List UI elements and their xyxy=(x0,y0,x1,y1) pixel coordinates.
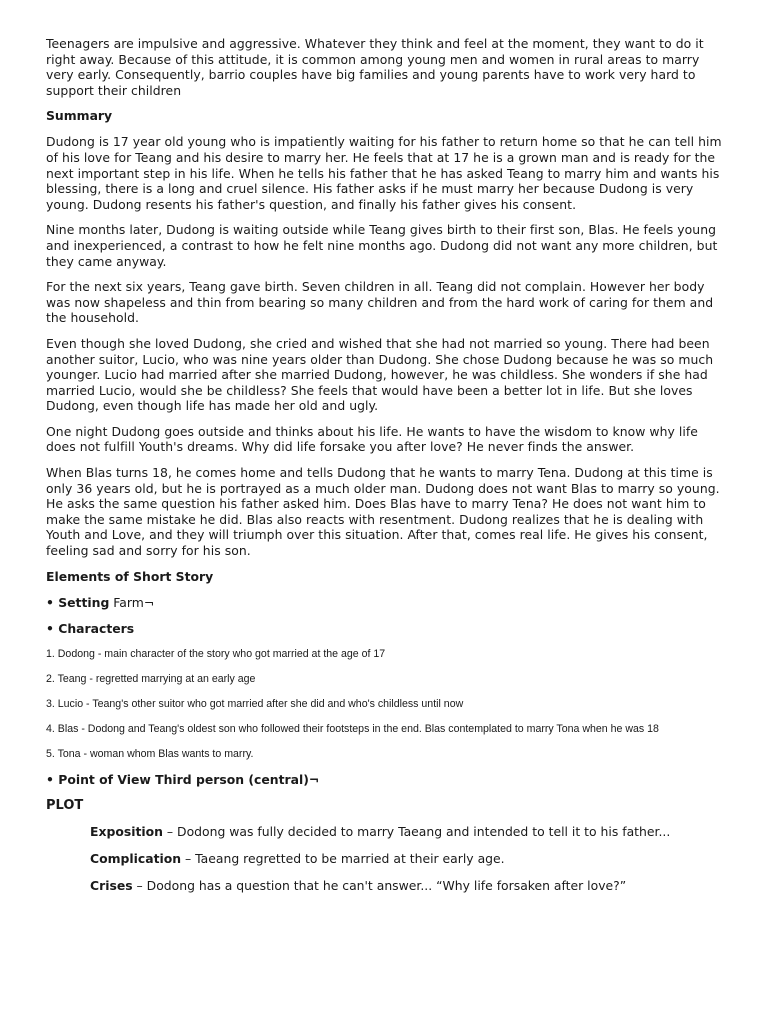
plot-label: Complication xyxy=(90,850,182,866)
setting-line xyxy=(46,595,722,611)
summary-paragraph-3: For the next six years, Teang gave birth. Seven children in all. Teang did not complain. However her body was now shapeless and thin from bearing so many children and from the hard work of caring for them and the household. xyxy=(46,279,714,326)
summary-paragraph-5: One night Dudong goes outside and thinks about his life. He wants to have the wisdom to know why life does not fulfill Youth's dreams. Why did life forsake you after love? He never finds the answer. xyxy=(46,423,698,455)
plot-heading: PLOT xyxy=(46,797,84,813)
point-of-view-line xyxy=(46,772,722,788)
plot-label: Crises xyxy=(90,877,133,893)
characters-heading xyxy=(46,621,722,637)
summary-paragraph-1: Dudong is 17 year old young who is impatiently waiting for his father to return home so that he can tell him of his love for Teang and his desire to marry her. He feels that at 17 he is a grown man and is ready for the next important step in his life. When he tells his father that he has asked Teang to marry him and wants his blessing, there is a long and cruel silence. His father asks if he must marry her because Dudong is very young. Dudong resents his father's question, and finally his father gives his consent. xyxy=(46,134,722,212)
elements-heading: Elements of Short Story xyxy=(46,568,214,584)
character-item: 2. Teang - regretted marrying at an early age xyxy=(46,672,256,685)
characters-label: • Characters xyxy=(46,620,135,636)
intro-paragraph: Teenagers are impulsive and aggressive. Whatever they think and feel at the moment, they want to do it right away. Because of this attitude, it is common among young men and women in rural areas to marry very early. Consequently, barrio couples have big families and young parents have to work very hard to support their children xyxy=(46,36,704,98)
setting-value: Farm¬ xyxy=(109,594,155,610)
plot-text: – Taeang regretted to be married at their early age. xyxy=(181,850,505,866)
character-item: 3. Lucio - Teang's other suitor who got married after she did and who's childless until now xyxy=(46,697,464,710)
summary-heading: Summary xyxy=(46,108,113,124)
summary-paragraph-6: When Blas turns 18, he comes home and tells Dudong that he wants to marry Tena. Dudong at this time is only 36 years old, but he is portrayed as a much older man. Dudong does not want Blas to marry so young. He asks the same question his father asked him. Does Blas have to marry Tena? He does not want him to make the same mistake he did. Blas also reacts with resentment. Dudong realizes that he is dealing with Youth and Love, and they will triumph over this situation. After that, comes real life. He gives his consent, feeling sad and sorry for his son. xyxy=(46,465,720,559)
summary-paragraph-4: Even though she loved Dudong, she cried and wished that she had not married so young. There had been another suitor, Lucio, who was nine years older than Dudong. She chose Dudong because he was so much younger. Lucio had married after she married Dudong, however, he was childless. She wonders if she had married Lucio, would she be childless? She feels that would have been a better lot in life. But she loves Dudong, even though life has made her old and ugly. xyxy=(46,335,714,414)
summary-paragraph-2: Nine months later, Dudong is waiting outside while Teang gives birth to their first son, Blas. He feels young and inexperienced, a contrast to how he felt nine months ago. Dudong did not want any more children, but they came anyway. xyxy=(46,222,718,269)
plot-label: Exposition xyxy=(90,823,163,839)
character-item: 1. Dodong - main character of the story who got married at the age of 17 xyxy=(46,647,386,660)
character-item: 4. Blas - Dodong and Teang's oldest son who followed their footsteps in the end. Blas contemplated to marry Tona when he was 18 xyxy=(46,722,659,735)
plot-text: – Dodong was fully decided to marry Taeang and intended to tell it to his father... xyxy=(162,823,671,839)
plot-exposition xyxy=(90,824,722,840)
setting-label: • Setting xyxy=(46,594,110,610)
point-of-view-label: • Point of View Third person (central)¬ xyxy=(46,771,320,787)
plot-text: – Dodong has a question that he can't answer... “Why life forsaken after love?” xyxy=(132,877,627,893)
character-item: 5. Tona - woman whom Blas wants to marry. xyxy=(46,747,254,760)
plot-complication xyxy=(90,851,722,867)
plot-crises xyxy=(90,878,722,894)
